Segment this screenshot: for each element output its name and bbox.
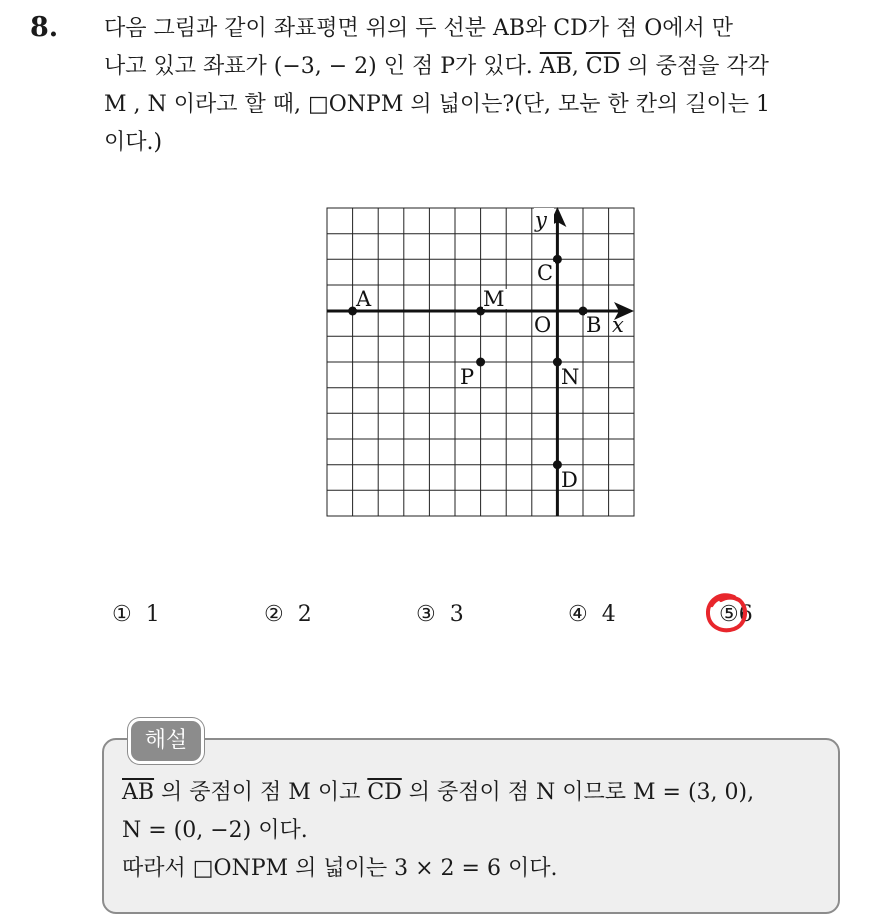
choice-3[interactable]: [416, 602, 464, 627]
answer-circle-icon: [704, 592, 750, 636]
question-line-1: 다음 그림과 같이 좌표평면 위의 두 선분 AB와 CD가 점 O에서 만: [104, 16, 734, 41]
solution-line-2: N = (0, −2) 이다.: [122, 818, 308, 843]
label-b: B: [586, 313, 602, 337]
label-y: y: [535, 208, 547, 232]
label-d: D: [561, 468, 578, 492]
choice-5-mark: ⑤: [719, 602, 739, 627]
point-p: [476, 358, 485, 367]
choice-1-mark: ①: [112, 602, 132, 627]
answer-choices: [0, 600, 884, 640]
label-m: M: [483, 287, 505, 311]
choice-4-value: 4: [601, 602, 616, 627]
choice-2-mark: ②: [264, 602, 284, 627]
choice-3-value: 3: [449, 602, 464, 627]
solution-line-1-start: 의 중점이 점 M 이고: [154, 780, 368, 805]
segment-cd-overline: $\overline{CD}$: [585, 54, 621, 79]
question-line-3: M , N 이라고 할 때, □ONPM 의 넓이는?(단, 모눈 한 칸의 길이는 1: [104, 92, 770, 117]
question-line-2-end: 의 중점을 각각: [620, 54, 769, 79]
choice-1[interactable]: [112, 602, 160, 627]
choice-5-value: 6: [738, 602, 753, 627]
question-line-4: 이다.): [104, 130, 163, 155]
question-line-2-start: 나고 있고 좌표가 (−3, − 2) 인 점 P가 있다.: [104, 54, 540, 79]
label-c: C: [537, 261, 554, 285]
solution-segment-cd: $\overline{CD}$: [367, 780, 402, 805]
solution-line-3: 따라서 □ONPM 의 넓이는 3 × 2 = 6 이다.: [122, 856, 558, 881]
choice-2-value: 2: [297, 602, 312, 627]
solution-text: [122, 774, 842, 888]
label-p: P: [460, 365, 475, 389]
choice-2[interactable]: [264, 602, 312, 627]
solution-line-1-end: 의 중점이 점 N 이므로 M = (3, 0),: [401, 780, 755, 805]
solution-line-1: [122, 774, 842, 812]
solution-tab: 해설: [128, 718, 204, 764]
choice-4-mark: ④: [568, 602, 588, 627]
label-x: x: [612, 313, 624, 337]
choice-3-mark: ③: [416, 602, 436, 627]
label-n: N: [561, 365, 580, 389]
choice-1-value: 1: [145, 602, 160, 627]
choice-4[interactable]: [568, 602, 616, 627]
solution-segment-ab: $\overline{AB}$: [122, 780, 155, 805]
question-number: 8.: [30, 12, 59, 43]
label-a: A: [356, 287, 372, 311]
label-o: O: [534, 313, 552, 337]
segment-ab-overline: $\overline{AB}$: [539, 54, 572, 79]
comma: ,: [571, 54, 586, 79]
